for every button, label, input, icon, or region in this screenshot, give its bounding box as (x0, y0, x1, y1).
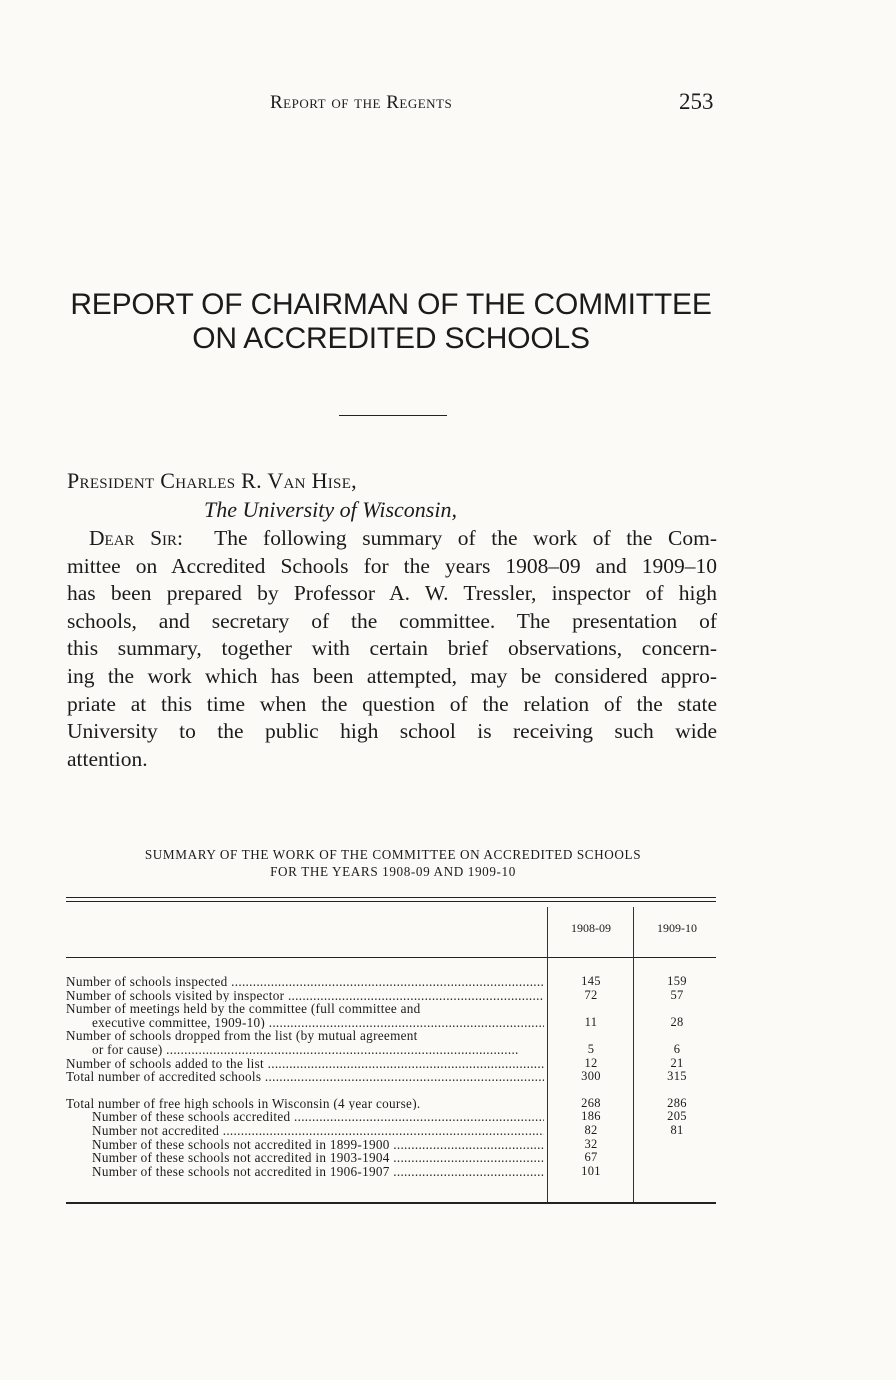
value-1909-10: 81 (670, 1122, 684, 1137)
row-label: Number of schools added to the list ..... (66, 1057, 544, 1071)
value-1908-09: 5 (587, 1041, 595, 1056)
running-title: Report of the Regents (270, 92, 453, 113)
row-label: Total number of accredited schools ..... (66, 1070, 544, 1084)
table-row (66, 1097, 716, 1111)
addressee-institution: The University of Wisconsin, (204, 497, 457, 522)
letter-line: attention. (67, 746, 148, 771)
addressee-name: President Charles R. Van Hise, (67, 468, 357, 493)
row-label: Number not accredited ..... (92, 1124, 544, 1138)
report-title (0, 288, 782, 356)
letter-line: University to the public high school is receiving such wide (67, 719, 717, 744)
value-1909-10: 21 (670, 1055, 684, 1070)
table-rule-bottom (66, 1202, 716, 1204)
value-1908-09: 72 (584, 987, 598, 1002)
row-label: executive committee, 1909-10) ..... (92, 1016, 544, 1030)
value-1908-09: 11 (584, 1014, 598, 1029)
table-rule-top (66, 897, 716, 898)
table-row (66, 1070, 716, 1084)
row-label: Number of these schools not accredited in 1903-1904 ..... (92, 1151, 544, 1165)
letter-line: ing the work which has been attempted, may be considered appro- (67, 663, 717, 688)
column-header-1908-09: 1908-09 (571, 921, 611, 935)
greeting: Dear Sir: (89, 526, 183, 550)
value-1909-10: 159 (667, 974, 687, 988)
summary-heading-line2: FOR THE YEARS 1908-09 AND 1909-10 (270, 864, 516, 879)
table-row (66, 975, 716, 989)
value-1909-10: 286 (667, 1095, 687, 1110)
summary-table (66, 897, 716, 1209)
table-row (66, 1043, 716, 1057)
table-row (66, 1057, 716, 1071)
table-rule-header (66, 957, 716, 958)
letter-body (67, 525, 717, 773)
report-title-line2: ON ACCREDITED SCHOOLS (192, 322, 590, 355)
value-1908-09: 186 (581, 1109, 601, 1124)
value-1908-09: 82 (584, 1122, 598, 1137)
value-1908-09: 101 (581, 1163, 601, 1178)
table-row (66, 1110, 716, 1124)
row-label: Number of these schools accredited ..... (92, 1110, 544, 1124)
row-label: Number of schools dropped from the list (by mutual agreement (66, 1029, 418, 1043)
value-1908-09: 300 (581, 1069, 601, 1084)
value-1908-09: 67 (584, 1150, 598, 1165)
value-1908-09: 268 (581, 1095, 601, 1110)
table-row (66, 1124, 716, 1138)
value-1908-09: 145 (581, 974, 601, 988)
row-label: Number of these schools not accredited in 1899-1900 ..... (92, 1138, 544, 1152)
table-row (66, 989, 716, 1003)
table-row (66, 1165, 716, 1179)
letter-line: mittee on Accredited Schools for the years 1908–09 and 1909–10 (67, 553, 717, 578)
table-rule-top-double (66, 901, 716, 902)
value-1908-09: 32 (584, 1136, 598, 1151)
title-divider (339, 415, 447, 416)
summary-heading (60, 846, 726, 880)
running-head (0, 89, 896, 116)
value-1909-10: 28 (670, 1014, 684, 1029)
value-1909-10: 57 (670, 987, 684, 1002)
letter-line: schools, and secretary of the committee. The presentation of (67, 608, 717, 633)
value-1909-10: 315 (667, 1069, 687, 1084)
row-label: Number of schools inspected ..... (66, 975, 544, 989)
report-title-line1: REPORT OF CHAIRMAN OF THE COMMITTEE (70, 288, 712, 321)
table-body (66, 975, 716, 1178)
table-row (66, 1138, 716, 1152)
row-label: Number of schools visited by inspector ..... (66, 989, 544, 1003)
page-number: 253 (679, 89, 714, 114)
row-label: Number of meetings held by the committee (full committee and (66, 1002, 421, 1016)
letter-line (67, 525, 717, 553)
row-label: or for cause) ..... (92, 1043, 544, 1057)
value-1909-10: 205 (667, 1109, 687, 1124)
letter-line: priate at this time when the question of the relation of the state (67, 691, 717, 716)
value-1908-09: 12 (584, 1055, 598, 1070)
row-label: Number of these schools not accredited in 1906-1907 ..... (92, 1165, 544, 1179)
value-1909-10: 6 (673, 1041, 681, 1056)
table-row (66, 1016, 716, 1030)
letter-line: has been prepared by Professor A. W. Tressler, inspector of high (67, 581, 717, 606)
letter-line: this summary, together with certain brief observations, concern- (67, 636, 717, 661)
row-label: Total number of free high schools in Wisconsin (4 year course). (66, 1096, 421, 1111)
table-row (66, 1029, 716, 1043)
letter-line-text: The following summary of the work of the Com- (214, 526, 717, 550)
table-row (66, 1002, 716, 1016)
summary-heading-line1: SUMMARY OF THE WORK OF THE COMMITTEE ON ACCREDITED SCHOOLS (144, 847, 642, 862)
table-row (66, 1151, 716, 1165)
column-header-1909-10: 1909-10 (657, 921, 697, 935)
